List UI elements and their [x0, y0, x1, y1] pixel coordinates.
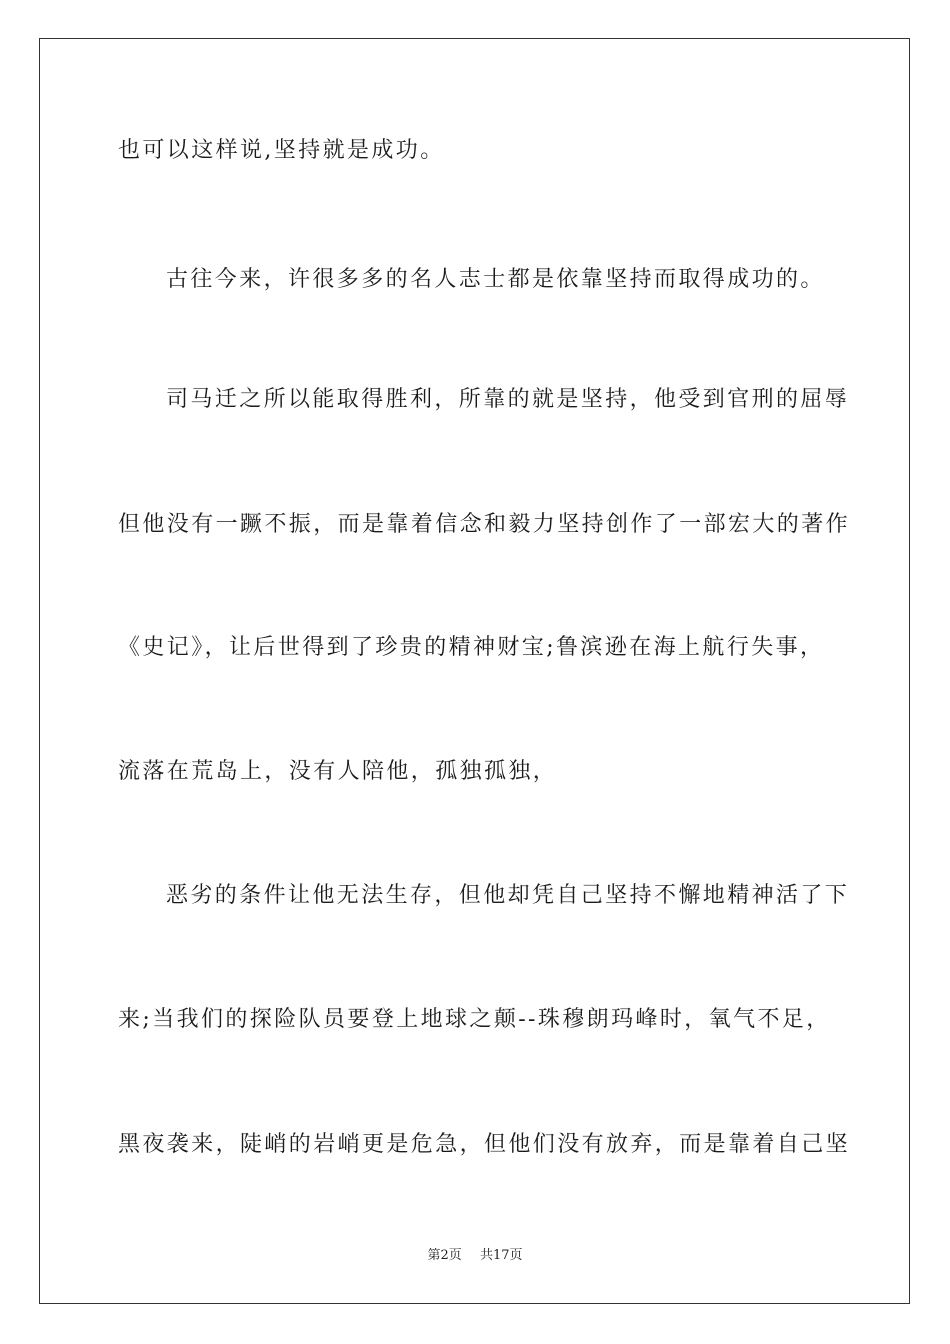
text-line-3: 司马迁之所以能取得胜利，所靠的就是坚持，他受到官刑的屈辱	[166, 387, 850, 412]
page-border	[39, 38, 910, 1304]
text-line-8: 来;当我们的探险队员要登上地球之颠--珠穆朗玛峰时，氧气不足，	[118, 1007, 831, 1032]
text-line-9: 黑夜袭来，陡峭的岩峭更是危急，但他们没有放弃，而是靠着自己坚	[118, 1132, 851, 1157]
text-line-1: 也可以这样说,坚持就是成功。	[118, 138, 445, 163]
page-number-current: 第2页	[427, 1248, 462, 1263]
page-number-total: 共17页	[479, 1248, 523, 1263]
text-line-2: 古往今来，许很多多的名人志士都是依靠坚持而取得成功的。	[166, 267, 825, 292]
text-line-4: 但他没有一蹶不振，而是靠着信念和毅力坚持创作了一部宏大的著作	[118, 512, 851, 537]
page-footer	[0, 1247, 950, 1265]
text-line-5: 《史记》，让后世得到了珍贵的精神财宝;鲁滨逊在海上航行失事，	[118, 635, 825, 660]
text-line-6: 流落在荒岛上，没有人陪他，孤独孤独，	[118, 759, 558, 784]
text-line-7: 恶劣的条件让他无法生存，但他却凭自己坚持不懈地精神活了下	[166, 883, 850, 908]
